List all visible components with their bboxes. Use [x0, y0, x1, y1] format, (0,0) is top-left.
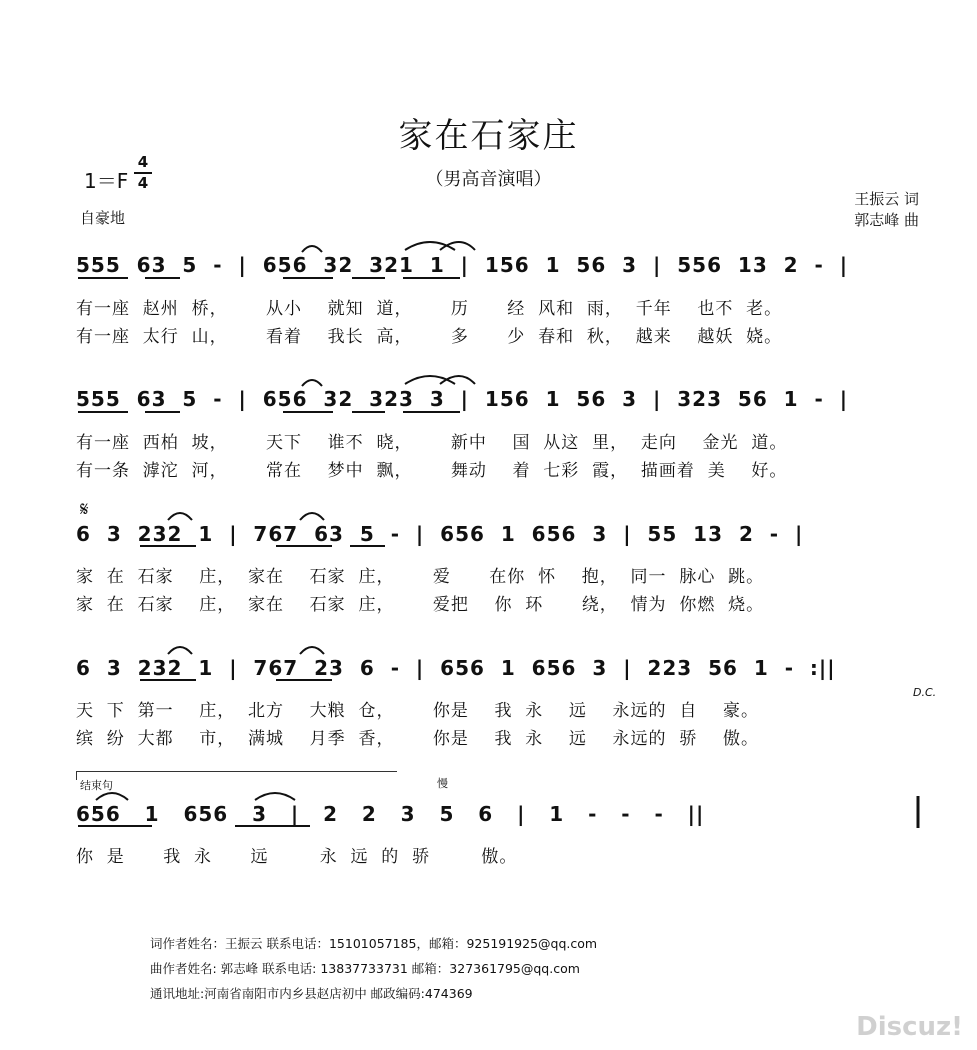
lyric-row-4-verse-1: 天 下 第一 庄， 北方 大粮 仓， 你是 我 永 远 永远的 自 豪。	[76, 701, 759, 721]
lyric-row-2-verse-1: 有一座 西柏 坡， 天下 谁不 晓， 新中 国 从这 里， 走向 金光 道。	[76, 433, 788, 453]
notation-row-4: 6 3 232 1 | 767 23 6 - | 656 1 656 3 | 223 56 1 - :||	[76, 656, 836, 680]
notation-row-2: 555 63 5 - | 656 32 323 3 | 156 1 56 3 | 323 56 1 - |	[76, 387, 849, 411]
lyric-row-1-verse-1: 有一座 赵州 桥， 从小 就知 道， 历 经 风和 雨， 千年 也不 老。	[76, 299, 783, 319]
lyric-row-2-verse-2: 有一条 滹沱 河， 常在 梦中 飘， 舞动 着 七彩 霞， 描画着 美 好。	[76, 461, 788, 481]
lyric-row-3-verse-1: 家 在 石家 庄， 家在 石家 庄， 爱 在你 怀 抱， 同一 脉心 跳。	[76, 567, 765, 587]
song-subtitle: （男高音演唱）	[425, 169, 552, 190]
lyricist-credit: 王振云 词	[854, 190, 919, 208]
slow-mark: 慢	[437, 777, 448, 790]
lyric-row-1-verse-2: 有一座 太行 山， 看着 我长 高， 多 少 春和 秋， 越来 越妖 娆。	[76, 327, 783, 347]
tempo-mood: 自豪地	[80, 209, 126, 227]
lyric-row-4-verse-2: 缤 纷 大都 市， 满城 月季 香， 你是 我 永 远 永远的 骄 傲。	[76, 729, 759, 749]
dc-mark: D.C.	[913, 686, 937, 699]
footer-lyricist-contact: 词作者姓名：王振云 联系电话：15101057185，邮箱：925191925@qq.com	[150, 936, 598, 951]
footer-address: 通讯地址:河南省南阳市内乡县赵店初中 邮政编码:474369	[150, 986, 473, 1001]
notation-row-3: 6 3 232 1 | 767 63 5 - | 656 1 656 3 | 55 13 2 - |	[76, 522, 804, 546]
ending-label: 结束句	[80, 779, 113, 792]
song-title: 家在石家庄	[398, 116, 579, 156]
key-signature: 1＝F	[84, 169, 129, 193]
segno-mark: 𝄋	[80, 497, 89, 521]
footer-composer-contact: 曲作者姓名: 郭志峰 联系电话: 13837733731 邮箱：327361795@qq.com	[150, 961, 580, 976]
notation-row-5: 656 1 656 3 | 2 2 3 5 6 | 1 - - - ||	[76, 802, 705, 826]
notation-row-1: 555 63 5 - | 656 32 321 1 | 156 1 56 3 | 556 13 2 - |	[76, 253, 849, 277]
watermark-logo: Discuz!	[856, 1012, 963, 1042]
time-sig-bottom: 4	[137, 174, 149, 192]
time-sig-top: 4	[137, 153, 149, 171]
lyric-row-3-verse-2: 家 在 石家 庄， 家在 石家 庄， 爱把 你 环 绕， 情为 你燃 烧。	[76, 595, 765, 615]
lyric-row-5-verse-1: 你 是 我 永 远 永 远 的 骄 傲。	[76, 847, 518, 867]
composer-credit: 郭志峰 曲	[854, 211, 919, 229]
